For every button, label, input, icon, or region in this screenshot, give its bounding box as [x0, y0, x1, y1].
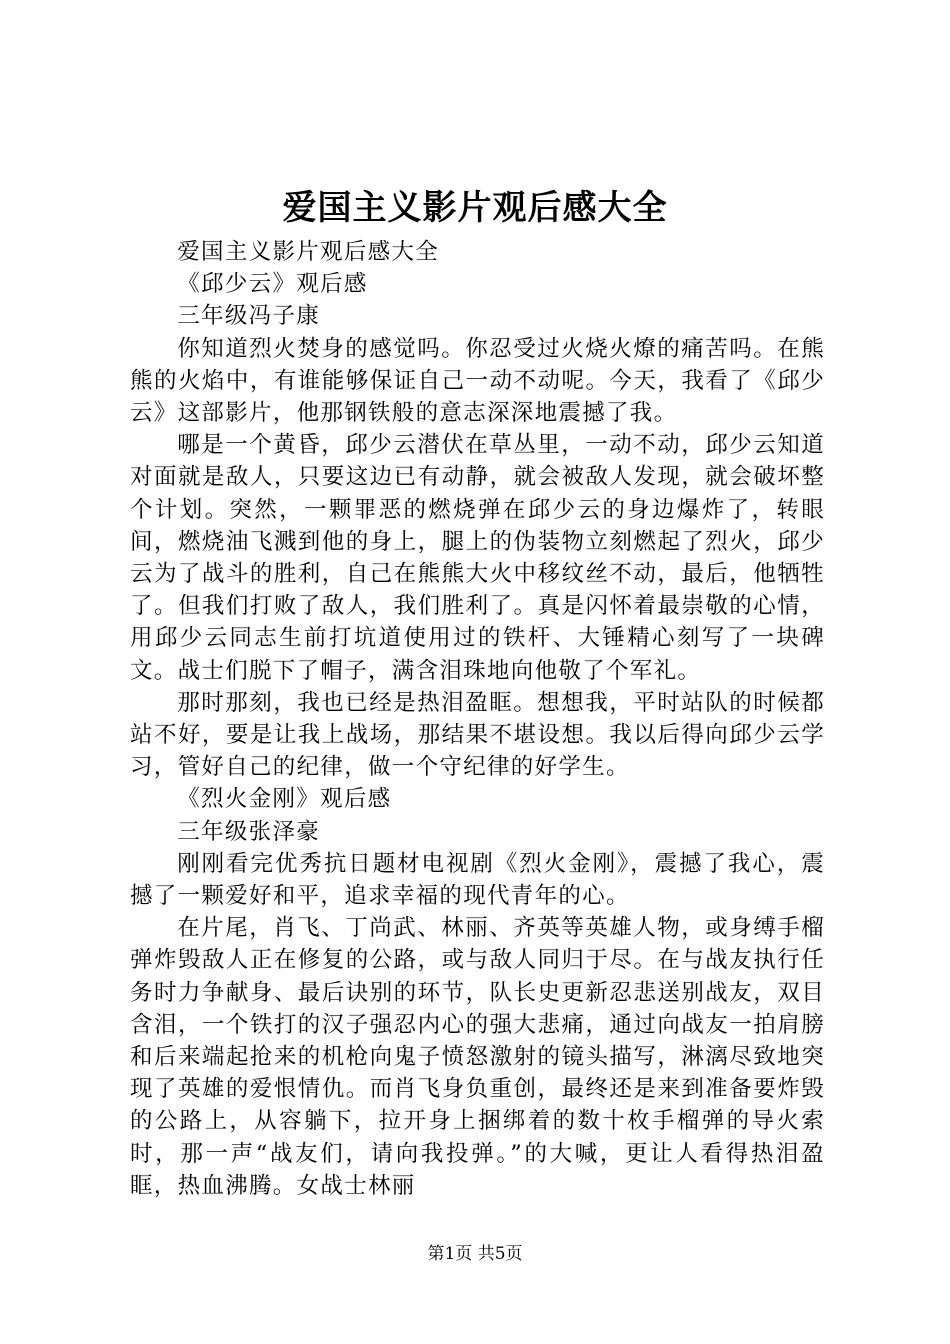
document-title: 爱国主义影片观后感大全 — [282, 188, 668, 228]
paragraph: 《邱少云》观后感 — [177, 271, 368, 298]
paragraph: 你知道烈火焚身的感觉吗。你忍受过火烧火燎的痛苦吗。在熊熊的火焰中，有谁能够保证自己一动不动呢。今天，我看了《邱少云》这部影片，他那钢铁般的意志深深地震撼了我。 — [130, 335, 825, 427]
paragraph: 爱国主义影片观后感大全 — [177, 239, 440, 265]
paragraph: 《烈火金刚》观后感 — [177, 786, 392, 813]
paragraph: 刚刚看完优秀抗日题材电视剧《烈火金刚》，震撼了我心，震撼了一颗爱好和平，追求幸福的现代青年的心。 — [130, 850, 825, 910]
paragraph: 哪是一个黄昏，邱少云潜伏在草丛里，一动不动，邱少云知道对面就是敌人，只要这边已有动静，就会被敌人发现，就会破坏整个计划。突然，一颗罪恶的燃烧弹在邱少云的身边爆炸了，转眼间，燃烧油飞溅到他的身上，腿上的伪装物立刻燃起了烈火，邱少云为了战斗的胜利，自己在熊熊大火中移纹丝不动，最后，他牺牲了。但我们打败了敌人，我们胜利了。真是闪怀着最崇敬的心情，用邱少云同志生前打坑道使用过的铁杆、大锤精心刻写了一块碑文。战士们脱下了帽子，满含泪珠地向他敬了个军礼。 — [130, 432, 825, 684]
paragraph: 三年级张泽豪 — [177, 818, 321, 845]
page-number: 第1页 共5页 — [427, 1244, 523, 1264]
document-body — [130, 236, 825, 1202]
paragraph: 那时那刻，我也已经是热泪盈眶。想想我，平时站队的时候都站不好，要是让我上战场，那结果不堪设想。我以后得向邱少云学习，管好自己的纪律，做一个守纪律的好学生。 — [130, 689, 825, 781]
paragraph: 在片尾，肖飞、丁尚武、林丽、齐英等英雄人物，或身缚手榴弹炸毁敌人正在修复的公路，或与敌人同归于尽。在与战友执行任务时力争献身、最后诀别的环节，队长史更新忍悲送别战友，双目含泪，一个铁打的汉子强忍内心的强大悲痛，通过向战友一拍肩膀和后来端起抢来的机枪向鬼子愤怒激射的镜头描写，淋漓尽致地突现了英雄的爱恨情仇。而肖飞身负重创，最终还是来到准备要炸毁的公路上，从容躺下，拉开身上捆绑着的数十枚手榴弹的导火索时，那一声“战友们，请向我投弹。”的大喊，更让人看得热泪盈眶，热血沸腾。女战士林丽 — [130, 915, 825, 1199]
paragraph: 三年级冯子康 — [177, 303, 321, 330]
